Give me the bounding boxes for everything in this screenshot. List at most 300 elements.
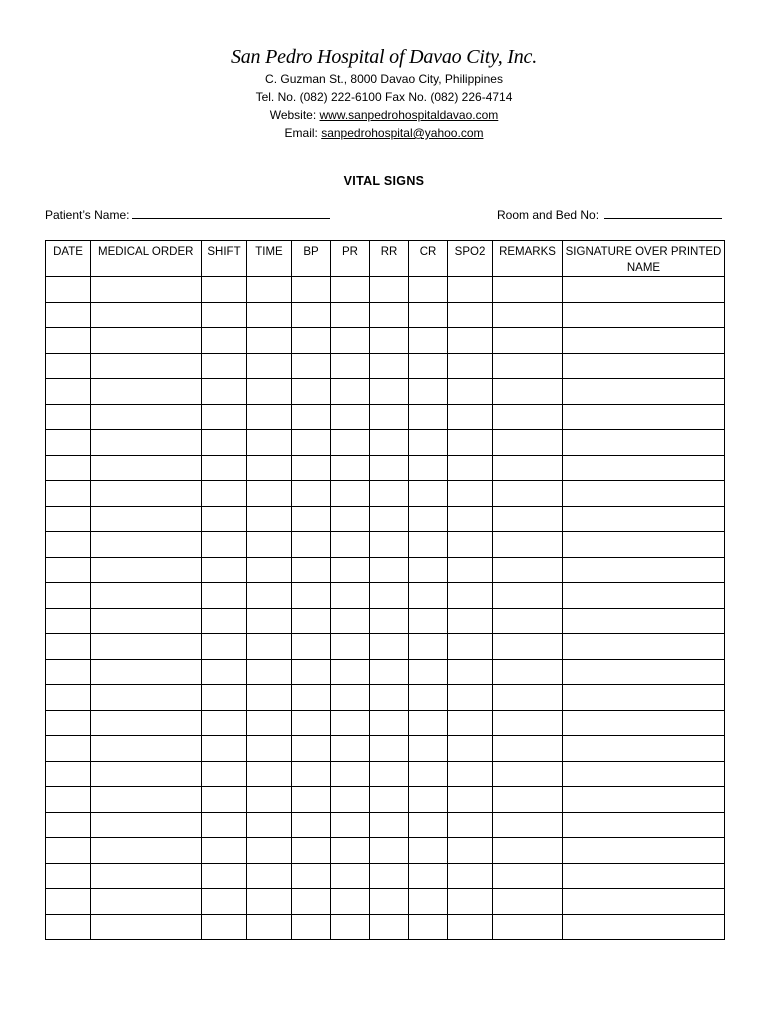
cell-cr[interactable] (409, 532, 448, 558)
cell-time[interactable] (247, 353, 292, 379)
cell-bp[interactable] (292, 404, 331, 430)
cell-time[interactable] (247, 430, 292, 456)
cell-pr[interactable] (331, 608, 370, 634)
cell-cr[interactable] (409, 379, 448, 405)
cell-cr[interactable] (409, 914, 448, 940)
cell-medical-order[interactable] (91, 532, 202, 558)
cell-remarks[interactable] (493, 506, 563, 532)
cell-shift[interactable] (202, 608, 247, 634)
cell-remarks[interactable] (493, 328, 563, 354)
cell-pr[interactable] (331, 481, 370, 507)
cell-medical-order[interactable] (91, 506, 202, 532)
cell-spo2[interactable] (448, 277, 493, 303)
cell-cr[interactable] (409, 685, 448, 711)
cell-date[interactable] (46, 889, 91, 915)
cell-cr[interactable] (409, 608, 448, 634)
cell-time[interactable] (247, 659, 292, 685)
cell-remarks[interactable] (493, 455, 563, 481)
cell-medical-order[interactable] (91, 481, 202, 507)
cell-shift[interactable] (202, 277, 247, 303)
cell-spo2[interactable] (448, 787, 493, 813)
cell-shift[interactable] (202, 761, 247, 787)
cell-medical-order[interactable] (91, 277, 202, 303)
cell-time[interactable] (247, 481, 292, 507)
cell-remarks[interactable] (493, 889, 563, 915)
cell-cr[interactable] (409, 506, 448, 532)
cell-time[interactable] (247, 277, 292, 303)
cell-date[interactable] (46, 277, 91, 303)
cell-time[interactable] (247, 710, 292, 736)
cell-rr[interactable] (370, 328, 409, 354)
cell-cr[interactable] (409, 634, 448, 660)
cell-cr[interactable] (409, 481, 448, 507)
cell-spo2[interactable] (448, 302, 493, 328)
cell-date[interactable] (46, 685, 91, 711)
cell-rr[interactable] (370, 583, 409, 609)
cell-shift[interactable] (202, 379, 247, 405)
cell-bp[interactable] (292, 812, 331, 838)
cell-medical-order[interactable] (91, 353, 202, 379)
cell-time[interactable] (247, 889, 292, 915)
cell-medical-order[interactable] (91, 685, 202, 711)
cell-pr[interactable] (331, 404, 370, 430)
cell-cr[interactable] (409, 889, 448, 915)
cell-pr[interactable] (331, 685, 370, 711)
cell-bp[interactable] (292, 710, 331, 736)
column-header-medical-order: MEDICAL ORDER (91, 241, 202, 277)
cell-date[interactable] (46, 557, 91, 583)
cell-pr[interactable] (331, 532, 370, 558)
cell-remarks[interactable] (493, 838, 563, 864)
cell-date[interactable] (46, 736, 91, 762)
cell-remarks[interactable] (493, 736, 563, 762)
cell-medical-order[interactable] (91, 583, 202, 609)
cell-shift[interactable] (202, 404, 247, 430)
cell-bp[interactable] (292, 914, 331, 940)
cell-signature[interactable] (563, 889, 725, 915)
cell-spo2[interactable] (448, 838, 493, 864)
cell-cr[interactable] (409, 838, 448, 864)
cell-medical-order[interactable] (91, 863, 202, 889)
column-header-pr: PR (331, 241, 370, 277)
cell-bp[interactable] (292, 379, 331, 405)
cell-rr[interactable] (370, 838, 409, 864)
table-row (46, 379, 725, 405)
cell-signature[interactable] (563, 608, 725, 634)
cell-date[interactable] (46, 812, 91, 838)
cell-time[interactable] (247, 532, 292, 558)
cell-date[interactable] (46, 481, 91, 507)
cell-remarks[interactable] (493, 532, 563, 558)
cell-spo2[interactable] (448, 634, 493, 660)
cell-shift[interactable] (202, 557, 247, 583)
cell-bp[interactable] (292, 761, 331, 787)
cell-time[interactable] (247, 914, 292, 940)
cell-medical-order[interactable] (91, 838, 202, 864)
cell-bp[interactable] (292, 863, 331, 889)
cell-cr[interactable] (409, 328, 448, 354)
cell-shift[interactable] (202, 812, 247, 838)
cell-remarks[interactable] (493, 379, 563, 405)
cell-rr[interactable] (370, 736, 409, 762)
cell-pr[interactable] (331, 277, 370, 303)
cell-medical-order[interactable] (91, 787, 202, 813)
cell-rr[interactable] (370, 277, 409, 303)
cell-cr[interactable] (409, 430, 448, 456)
cell-pr[interactable] (331, 506, 370, 532)
cell-shift[interactable] (202, 583, 247, 609)
cell-shift[interactable] (202, 353, 247, 379)
cell-remarks[interactable] (493, 914, 563, 940)
cell-pr[interactable] (331, 787, 370, 813)
cell-time[interactable] (247, 583, 292, 609)
cell-date[interactable] (46, 430, 91, 456)
cell-pr[interactable] (331, 812, 370, 838)
cell-date[interactable] (46, 532, 91, 558)
cell-spo2[interactable] (448, 812, 493, 838)
cell-pr[interactable] (331, 353, 370, 379)
cell-signature[interactable] (563, 914, 725, 940)
cell-cr[interactable] (409, 583, 448, 609)
cell-rr[interactable] (370, 379, 409, 405)
cell-cr[interactable] (409, 659, 448, 685)
cell-signature[interactable] (563, 685, 725, 711)
cell-signature[interactable] (563, 736, 725, 762)
cell-remarks[interactable] (493, 608, 563, 634)
cell-remarks[interactable] (493, 761, 563, 787)
room-bed-input[interactable] (604, 206, 722, 219)
cell-spo2[interactable] (448, 379, 493, 405)
cell-shift[interactable] (202, 634, 247, 660)
cell-signature[interactable] (563, 812, 725, 838)
cell-pr[interactable] (331, 379, 370, 405)
cell-bp[interactable] (292, 506, 331, 532)
cell-shift[interactable] (202, 710, 247, 736)
cell-remarks[interactable] (493, 863, 563, 889)
cell-spo2[interactable] (448, 455, 493, 481)
cell-cr[interactable] (409, 277, 448, 303)
cell-pr[interactable] (331, 659, 370, 685)
cell-rr[interactable] (370, 532, 409, 558)
cell-spo2[interactable] (448, 710, 493, 736)
cell-date[interactable] (46, 328, 91, 354)
cell-rr[interactable] (370, 659, 409, 685)
cell-bp[interactable] (292, 736, 331, 762)
cell-remarks[interactable] (493, 277, 563, 303)
cell-bp[interactable] (292, 889, 331, 915)
cell-pr[interactable] (331, 914, 370, 940)
cell-rr[interactable] (370, 812, 409, 838)
cell-cr[interactable] (409, 787, 448, 813)
cell-spo2[interactable] (448, 659, 493, 685)
cell-shift[interactable] (202, 863, 247, 889)
cell-shift[interactable] (202, 328, 247, 354)
cell-remarks[interactable] (493, 787, 563, 813)
cell-rr[interactable] (370, 557, 409, 583)
cell-medical-order[interactable] (91, 302, 202, 328)
cell-shift[interactable] (202, 838, 247, 864)
cell-date[interactable] (46, 608, 91, 634)
cell-spo2[interactable] (448, 608, 493, 634)
patient-name-input[interactable] (132, 206, 330, 219)
cell-signature[interactable] (563, 532, 725, 558)
cell-spo2[interactable] (448, 761, 493, 787)
cell-shift[interactable] (202, 506, 247, 532)
cell-bp[interactable] (292, 302, 331, 328)
cell-date[interactable] (46, 838, 91, 864)
cell-signature[interactable] (563, 404, 725, 430)
cell-time[interactable] (247, 685, 292, 711)
cell-spo2[interactable] (448, 557, 493, 583)
cell-remarks[interactable] (493, 710, 563, 736)
cell-bp[interactable] (292, 532, 331, 558)
cell-spo2[interactable] (448, 353, 493, 379)
column-header-date: DATE (46, 241, 91, 277)
cell-signature[interactable] (563, 583, 725, 609)
cell-cr[interactable] (409, 761, 448, 787)
cell-rr[interactable] (370, 710, 409, 736)
cell-remarks[interactable] (493, 353, 563, 379)
cell-bp[interactable] (292, 557, 331, 583)
cell-bp[interactable] (292, 481, 331, 507)
cell-signature[interactable] (563, 379, 725, 405)
cell-remarks[interactable] (493, 481, 563, 507)
cell-signature[interactable] (563, 863, 725, 889)
cell-bp[interactable] (292, 430, 331, 456)
cell-bp[interactable] (292, 353, 331, 379)
cell-spo2[interactable] (448, 889, 493, 915)
cell-remarks[interactable] (493, 659, 563, 685)
cell-bp[interactable] (292, 277, 331, 303)
cell-shift[interactable] (202, 481, 247, 507)
cell-date[interactable] (46, 659, 91, 685)
cell-signature[interactable] (563, 277, 725, 303)
cell-signature[interactable] (563, 838, 725, 864)
cell-date[interactable] (46, 863, 91, 889)
cell-medical-order[interactable] (91, 379, 202, 405)
cell-medical-order[interactable] (91, 608, 202, 634)
cell-remarks[interactable] (493, 583, 563, 609)
cell-shift[interactable] (202, 430, 247, 456)
cell-shift[interactable] (202, 532, 247, 558)
cell-cr[interactable] (409, 812, 448, 838)
cell-spo2[interactable] (448, 863, 493, 889)
cell-signature[interactable] (563, 506, 725, 532)
cell-rr[interactable] (370, 889, 409, 915)
cell-time[interactable] (247, 404, 292, 430)
cell-rr[interactable] (370, 863, 409, 889)
cell-signature[interactable] (563, 481, 725, 507)
cell-date[interactable] (46, 914, 91, 940)
cell-time[interactable] (247, 506, 292, 532)
cell-medical-order[interactable] (91, 659, 202, 685)
cell-date[interactable] (46, 455, 91, 481)
table-row (46, 608, 725, 634)
cell-time[interactable] (247, 761, 292, 787)
cell-pr[interactable] (331, 557, 370, 583)
cell-bp[interactable] (292, 608, 331, 634)
vital-signs-table (45, 240, 725, 940)
cell-spo2[interactable] (448, 685, 493, 711)
cell-signature[interactable] (563, 787, 725, 813)
cell-rr[interactable] (370, 302, 409, 328)
cell-medical-order[interactable] (91, 557, 202, 583)
cell-spo2[interactable] (448, 506, 493, 532)
table-row (46, 583, 725, 609)
cell-time[interactable] (247, 379, 292, 405)
cell-pr[interactable] (331, 455, 370, 481)
cell-medical-order[interactable] (91, 914, 202, 940)
cell-shift[interactable] (202, 914, 247, 940)
cell-time[interactable] (247, 812, 292, 838)
cell-remarks[interactable] (493, 557, 563, 583)
cell-time[interactable] (247, 328, 292, 354)
cell-cr[interactable] (409, 353, 448, 379)
cell-signature[interactable] (563, 302, 725, 328)
cell-medical-order[interactable] (91, 328, 202, 354)
cell-rr[interactable] (370, 455, 409, 481)
cell-cr[interactable] (409, 455, 448, 481)
cell-cr[interactable] (409, 557, 448, 583)
cell-date[interactable] (46, 379, 91, 405)
cell-rr[interactable] (370, 685, 409, 711)
cell-rr[interactable] (370, 914, 409, 940)
cell-time[interactable] (247, 608, 292, 634)
cell-date[interactable] (46, 634, 91, 660)
cell-signature[interactable] (563, 557, 725, 583)
cell-cr[interactable] (409, 710, 448, 736)
cell-bp[interactable] (292, 634, 331, 660)
cell-bp[interactable] (292, 685, 331, 711)
cell-time[interactable] (247, 787, 292, 813)
cell-remarks[interactable] (493, 812, 563, 838)
cell-date[interactable] (46, 404, 91, 430)
cell-spo2[interactable] (448, 481, 493, 507)
cell-rr[interactable] (370, 761, 409, 787)
cell-medical-order[interactable] (91, 430, 202, 456)
cell-signature[interactable] (563, 455, 725, 481)
cell-pr[interactable] (331, 302, 370, 328)
cell-date[interactable] (46, 353, 91, 379)
website-link[interactable]: www.sanpedrohospitaldavao.com (319, 108, 499, 122)
cell-remarks[interactable] (493, 302, 563, 328)
cell-signature[interactable] (563, 710, 725, 736)
cell-time[interactable] (247, 838, 292, 864)
cell-spo2[interactable] (448, 328, 493, 354)
cell-cr[interactable] (409, 302, 448, 328)
cell-pr[interactable] (331, 838, 370, 864)
cell-signature[interactable] (563, 430, 725, 456)
cell-rr[interactable] (370, 353, 409, 379)
cell-rr[interactable] (370, 481, 409, 507)
cell-rr[interactable] (370, 608, 409, 634)
cell-cr[interactable] (409, 736, 448, 762)
cell-time[interactable] (247, 863, 292, 889)
cell-bp[interactable] (292, 328, 331, 354)
cell-pr[interactable] (331, 634, 370, 660)
cell-bp[interactable] (292, 659, 331, 685)
cell-rr[interactable] (370, 506, 409, 532)
cell-signature[interactable] (563, 328, 725, 354)
column-header-time: TIME (247, 241, 292, 277)
cell-pr[interactable] (331, 430, 370, 456)
cell-remarks[interactable] (493, 430, 563, 456)
cell-time[interactable] (247, 634, 292, 660)
table-row (46, 863, 725, 889)
cell-spo2[interactable] (448, 404, 493, 430)
cell-bp[interactable] (292, 583, 331, 609)
cell-spo2[interactable] (448, 430, 493, 456)
email-link[interactable]: sanpedrohospital@yahoo.com (321, 126, 484, 140)
cell-shift[interactable] (202, 889, 247, 915)
cell-medical-order[interactable] (91, 455, 202, 481)
cell-pr[interactable] (331, 710, 370, 736)
cell-rr[interactable] (370, 430, 409, 456)
cell-medical-order[interactable] (91, 404, 202, 430)
cell-spo2[interactable] (448, 914, 493, 940)
cell-time[interactable] (247, 557, 292, 583)
cell-remarks[interactable] (493, 634, 563, 660)
cell-bp[interactable] (292, 838, 331, 864)
cell-medical-order[interactable] (91, 736, 202, 762)
cell-shift[interactable] (202, 736, 247, 762)
cell-date[interactable] (46, 761, 91, 787)
cell-time[interactable] (247, 736, 292, 762)
cell-signature[interactable] (563, 634, 725, 660)
cell-rr[interactable] (370, 404, 409, 430)
cell-date[interactable] (46, 787, 91, 813)
cell-signature[interactable] (563, 761, 725, 787)
cell-rr[interactable] (370, 634, 409, 660)
cell-shift[interactable] (202, 302, 247, 328)
cell-shift[interactable] (202, 787, 247, 813)
cell-cr[interactable] (409, 404, 448, 430)
cell-shift[interactable] (202, 455, 247, 481)
cell-medical-order[interactable] (91, 634, 202, 660)
cell-rr[interactable] (370, 787, 409, 813)
cell-pr[interactable] (331, 328, 370, 354)
cell-pr[interactable] (331, 863, 370, 889)
cell-pr[interactable] (331, 889, 370, 915)
cell-time[interactable] (247, 455, 292, 481)
cell-remarks[interactable] (493, 685, 563, 711)
cell-pr[interactable] (331, 583, 370, 609)
cell-signature[interactable] (563, 353, 725, 379)
cell-date[interactable] (46, 302, 91, 328)
cell-date[interactable] (46, 506, 91, 532)
cell-pr[interactable] (331, 761, 370, 787)
cell-medical-order[interactable] (91, 761, 202, 787)
cell-date[interactable] (46, 710, 91, 736)
cell-shift[interactable] (202, 659, 247, 685)
cell-medical-order[interactable] (91, 889, 202, 915)
cell-shift[interactable] (202, 685, 247, 711)
cell-pr[interactable] (331, 736, 370, 762)
cell-bp[interactable] (292, 787, 331, 813)
table-row (46, 455, 725, 481)
cell-medical-order[interactable] (91, 710, 202, 736)
cell-date[interactable] (46, 583, 91, 609)
cell-remarks[interactable] (493, 404, 563, 430)
cell-signature[interactable] (563, 659, 725, 685)
cell-spo2[interactable] (448, 583, 493, 609)
cell-spo2[interactable] (448, 532, 493, 558)
cell-time[interactable] (247, 302, 292, 328)
cell-spo2[interactable] (448, 736, 493, 762)
cell-cr[interactable] (409, 863, 448, 889)
cell-bp[interactable] (292, 455, 331, 481)
cell-medical-order[interactable] (91, 812, 202, 838)
